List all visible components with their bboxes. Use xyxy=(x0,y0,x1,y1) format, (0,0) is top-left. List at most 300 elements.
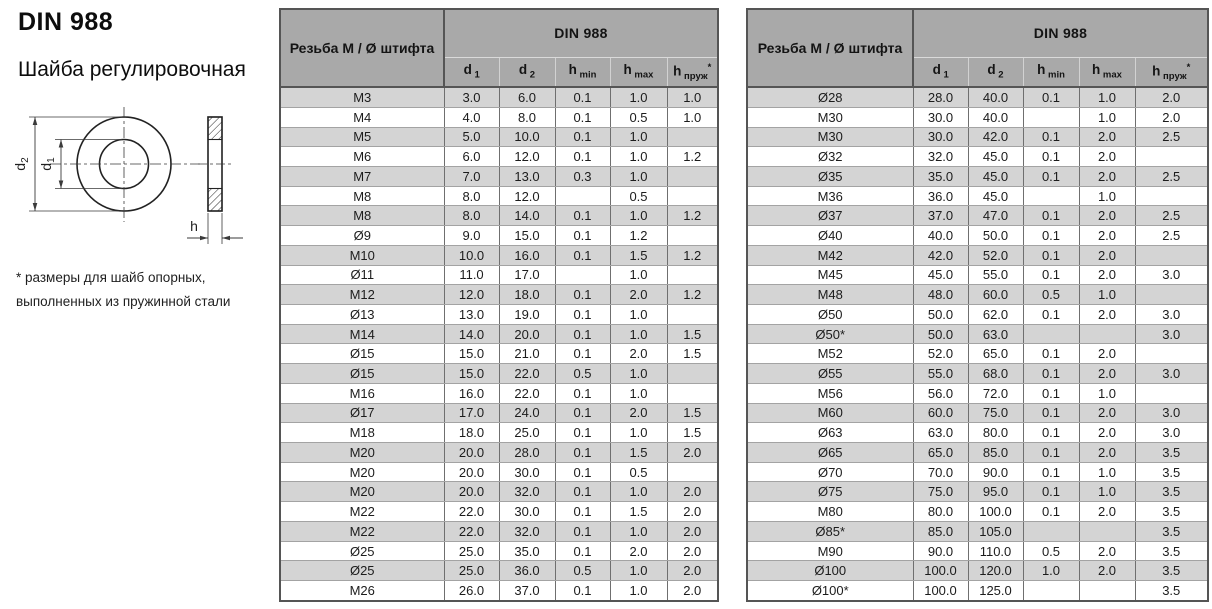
table-row xyxy=(280,305,718,325)
value-cell: 20.0 xyxy=(444,462,499,482)
value-cell: 14.0 xyxy=(499,206,555,226)
value-cell: 100.0 xyxy=(913,561,968,581)
value-cell: 48.0 xyxy=(913,285,968,305)
washer-drawing xyxy=(8,102,260,262)
size-cell: Ø9 xyxy=(280,226,444,246)
value-cell: 0.1 xyxy=(555,245,610,265)
value-cell: 2.0 xyxy=(1079,541,1135,561)
size-cell: Ø32 xyxy=(747,147,913,167)
value-cell: 17.0 xyxy=(444,403,499,423)
table-row xyxy=(280,324,718,344)
size-cell: M8 xyxy=(280,186,444,206)
size-cell: Ø55 xyxy=(747,364,913,384)
value-cell: 0.1 xyxy=(1023,265,1079,285)
value-cell: 1.5 xyxy=(610,443,667,463)
value-cell: 90.0 xyxy=(968,462,1023,482)
size-cell: Ø28 xyxy=(747,87,913,107)
group-header-din988: DIN 988 xyxy=(444,9,718,57)
value-cell: 0.1 xyxy=(1023,462,1079,482)
value-cell: 40.0 xyxy=(913,226,968,246)
table-row xyxy=(280,226,718,246)
value-cell: 0.1 xyxy=(555,443,610,463)
value-cell: 2.0 xyxy=(1079,305,1135,325)
table-row xyxy=(747,403,1208,423)
value-cell: 2.0 xyxy=(1079,403,1135,423)
value-cell: 45.0 xyxy=(968,186,1023,206)
value-cell: 2.0 xyxy=(610,403,667,423)
size-cell: M3 xyxy=(280,87,444,107)
value-cell: 2.0 xyxy=(1135,107,1208,127)
size-cell: Ø65 xyxy=(747,443,913,463)
section-hatch-bottom xyxy=(208,189,222,212)
column-header-h-spring: h $_{пруж}$* xyxy=(667,57,718,87)
size-cell: M20 xyxy=(280,443,444,463)
size-cell: M48 xyxy=(747,285,913,305)
value-cell: 22.0 xyxy=(444,502,499,522)
value-cell: 30.0 xyxy=(913,127,968,147)
value-cell: 0.5 xyxy=(610,107,667,127)
size-cell: Ø37 xyxy=(747,206,913,226)
value-cell: 6.0 xyxy=(499,87,555,107)
value-cell: 2.5 xyxy=(1135,166,1208,186)
table-row xyxy=(280,581,718,601)
value-cell: 22.0 xyxy=(444,521,499,541)
value-cell: 30.0 xyxy=(499,502,555,522)
size-cell: M16 xyxy=(280,383,444,403)
column-header-h-min: h $_{min}$ xyxy=(1023,57,1079,87)
section-hatch-top xyxy=(208,117,222,140)
value-cell: 1.0 xyxy=(610,147,667,167)
value-cell xyxy=(667,364,718,384)
table-row xyxy=(280,265,718,285)
table-row xyxy=(280,364,718,384)
value-cell: 0.1 xyxy=(555,285,610,305)
value-cell xyxy=(667,265,718,285)
value-cell: 1.0 xyxy=(1079,462,1135,482)
value-cell xyxy=(1135,147,1208,167)
table-row xyxy=(280,443,718,463)
value-cell xyxy=(1135,344,1208,364)
value-cell: 1.0 xyxy=(667,87,718,107)
value-cell: 95.0 xyxy=(968,482,1023,502)
value-cell: 56.0 xyxy=(913,383,968,403)
value-cell: 18.0 xyxy=(499,285,555,305)
table-row xyxy=(747,186,1208,206)
value-cell: 3.0 xyxy=(1135,403,1208,423)
value-cell: 8.0 xyxy=(499,107,555,127)
size-cell: Ø11 xyxy=(280,265,444,285)
value-cell: 47.0 xyxy=(968,206,1023,226)
value-cell xyxy=(1135,285,1208,305)
table-row xyxy=(747,561,1208,581)
value-cell: 50.0 xyxy=(913,305,968,325)
column-header-h-spring: h $_{пруж}$* xyxy=(1135,57,1208,87)
value-cell: 1.0 xyxy=(1079,186,1135,206)
value-cell: 10.0 xyxy=(444,245,499,265)
table-row xyxy=(747,324,1208,344)
value-cell: 75.0 xyxy=(913,482,968,502)
value-cell: 1.0 xyxy=(1079,383,1135,403)
value-cell xyxy=(1135,186,1208,206)
value-cell: 9.0 xyxy=(444,226,499,246)
value-cell: 120.0 xyxy=(968,561,1023,581)
value-cell: 28.0 xyxy=(913,87,968,107)
value-cell: 0.1 xyxy=(555,107,610,127)
value-cell: 16.0 xyxy=(444,383,499,403)
value-cell: 100.0 xyxy=(968,502,1023,522)
value-cell: 3.5 xyxy=(1135,581,1208,601)
value-cell: 0.1 xyxy=(555,226,610,246)
value-cell: 13.0 xyxy=(499,166,555,186)
size-cell: Ø50* xyxy=(747,324,913,344)
value-cell: 1.5 xyxy=(667,344,718,364)
value-cell: 100.0 xyxy=(913,581,968,601)
size-cell: M56 xyxy=(747,383,913,403)
value-cell: 3.5 xyxy=(1135,462,1208,482)
h-arrow-right xyxy=(222,236,230,241)
value-cell: 3.5 xyxy=(1135,482,1208,502)
size-cell: Ø75 xyxy=(747,482,913,502)
value-cell: 0.1 xyxy=(555,383,610,403)
value-cell: 25.0 xyxy=(444,541,499,561)
value-cell: 0.1 xyxy=(1023,305,1079,325)
value-cell: 1.2 xyxy=(610,226,667,246)
value-cell: 3.0 xyxy=(1135,423,1208,443)
value-cell: 8.0 xyxy=(444,206,499,226)
value-cell: 50.0 xyxy=(968,226,1023,246)
value-cell: 20.0 xyxy=(444,482,499,502)
size-cell: Ø25 xyxy=(280,541,444,561)
value-cell: 37.0 xyxy=(913,206,968,226)
h-label: h xyxy=(190,218,198,234)
value-cell xyxy=(1023,186,1079,206)
value-cell: 17.0 xyxy=(499,265,555,285)
table-row xyxy=(747,502,1208,522)
value-cell: 1.5 xyxy=(610,245,667,265)
value-cell: 85.0 xyxy=(913,521,968,541)
value-cell: 3.0 xyxy=(1135,364,1208,384)
table-row xyxy=(747,107,1208,127)
value-cell: 1.0 xyxy=(610,561,667,581)
value-cell: 2.0 xyxy=(1079,206,1135,226)
value-cell xyxy=(667,186,718,206)
value-cell xyxy=(1135,245,1208,265)
value-cell: 2.0 xyxy=(1079,245,1135,265)
value-cell: 0.1 xyxy=(555,482,610,502)
value-cell: 63.0 xyxy=(968,324,1023,344)
value-cell: 1.2 xyxy=(667,245,718,265)
column-header-thread-diameter: Резьба М / Ø штифта xyxy=(280,9,444,87)
size-cell: Ø70 xyxy=(747,462,913,482)
value-cell: 18.0 xyxy=(444,423,499,443)
d1-arrow-bottom xyxy=(59,181,64,189)
page-title: DIN 988 xyxy=(18,8,114,36)
column-header-d2: d $_2$ xyxy=(968,57,1023,87)
size-cell: M6 xyxy=(280,147,444,167)
value-cell: 15.0 xyxy=(444,364,499,384)
value-cell: 2.0 xyxy=(667,561,718,581)
value-cell: 1.5 xyxy=(667,324,718,344)
value-cell: 22.0 xyxy=(499,383,555,403)
value-cell: 2.0 xyxy=(1135,87,1208,107)
value-cell: 1.5 xyxy=(667,423,718,443)
value-cell: 65.0 xyxy=(913,443,968,463)
value-cell: 90.0 xyxy=(913,541,968,561)
value-cell: 55.0 xyxy=(968,265,1023,285)
value-cell: 12.0 xyxy=(499,186,555,206)
size-cell: M20 xyxy=(280,462,444,482)
value-cell xyxy=(1079,581,1135,601)
value-cell: 36.0 xyxy=(913,186,968,206)
value-cell: 0.5 xyxy=(610,462,667,482)
page-subtitle: Шайба регулировочная xyxy=(18,58,246,81)
size-cell: Ø25 xyxy=(280,561,444,581)
group-header-din988: DIN 988 xyxy=(913,9,1208,57)
column-header-h-max: h $_{max}$ xyxy=(1079,57,1135,87)
value-cell: 8.0 xyxy=(444,186,499,206)
value-cell: 0.1 xyxy=(555,403,610,423)
table-row xyxy=(280,206,718,226)
value-cell: 1.0 xyxy=(610,423,667,443)
table-row xyxy=(747,541,1208,561)
value-cell: 1.0 xyxy=(610,482,667,502)
value-cell: 1.0 xyxy=(1079,87,1135,107)
value-cell: 2.0 xyxy=(610,344,667,364)
value-cell: 1.0 xyxy=(610,166,667,186)
table-row xyxy=(280,166,718,186)
size-cell: M8 xyxy=(280,206,444,226)
value-cell: 1.0 xyxy=(610,521,667,541)
value-cell: 2.0 xyxy=(1079,364,1135,384)
size-cell: M5 xyxy=(280,127,444,147)
table-row xyxy=(280,403,718,423)
size-cell: M60 xyxy=(747,403,913,423)
value-cell: 19.0 xyxy=(499,305,555,325)
column-header-h-max: h $_{max}$ xyxy=(610,57,667,87)
table-row xyxy=(280,186,718,206)
value-cell: 85.0 xyxy=(968,443,1023,463)
value-cell: 1.5 xyxy=(667,403,718,423)
value-cell: 13.0 xyxy=(444,305,499,325)
value-cell: 3.5 xyxy=(1135,561,1208,581)
table-row xyxy=(280,541,718,561)
value-cell: 36.0 xyxy=(499,561,555,581)
table-row xyxy=(747,344,1208,364)
value-cell: 1.0 xyxy=(667,107,718,127)
table-row xyxy=(747,285,1208,305)
value-cell: 0.1 xyxy=(555,521,610,541)
value-cell: 37.0 xyxy=(499,581,555,601)
value-cell: 15.0 xyxy=(444,344,499,364)
value-cell: 0.1 xyxy=(1023,226,1079,246)
value-cell: 0.1 xyxy=(555,502,610,522)
table-row xyxy=(280,521,718,541)
value-cell: 0.1 xyxy=(1023,166,1079,186)
value-cell: 0.1 xyxy=(555,344,610,364)
table-row xyxy=(747,423,1208,443)
value-cell: 0.1 xyxy=(1023,245,1079,265)
column-header-d1: d $_1$ xyxy=(444,57,499,87)
value-cell: 7.0 xyxy=(444,166,499,186)
value-cell: 0.1 xyxy=(1023,87,1079,107)
value-cell: 0.1 xyxy=(555,305,610,325)
value-cell: 15.0 xyxy=(499,226,555,246)
table-row xyxy=(747,265,1208,285)
value-cell: 0.1 xyxy=(1023,344,1079,364)
size-cell: M52 xyxy=(747,344,913,364)
table-row xyxy=(280,245,718,265)
table-row xyxy=(280,462,718,482)
value-cell: 1.2 xyxy=(667,285,718,305)
value-cell: 20.0 xyxy=(499,324,555,344)
value-cell xyxy=(667,127,718,147)
value-cell: 70.0 xyxy=(913,462,968,482)
value-cell: 5.0 xyxy=(444,127,499,147)
value-cell: 3.5 xyxy=(1135,541,1208,561)
size-cell: Ø15 xyxy=(280,364,444,384)
value-cell xyxy=(1023,581,1079,601)
value-cell: 2.0 xyxy=(667,482,718,502)
value-cell: 0.1 xyxy=(1023,482,1079,502)
value-cell: 1.0 xyxy=(1079,285,1135,305)
value-cell xyxy=(1079,521,1135,541)
value-cell: 40.0 xyxy=(968,87,1023,107)
value-cell: 0.1 xyxy=(1023,364,1079,384)
value-cell: 1.0 xyxy=(1079,482,1135,502)
table-row xyxy=(747,482,1208,502)
value-cell: 1.2 xyxy=(667,206,718,226)
table-row xyxy=(747,206,1208,226)
value-cell: 2.0 xyxy=(1079,265,1135,285)
value-cell: 25.0 xyxy=(499,423,555,443)
value-cell: 0.1 xyxy=(1023,127,1079,147)
size-cell: Ø15 xyxy=(280,344,444,364)
d1-label: $d_1$ xyxy=(38,157,57,171)
table-row xyxy=(747,364,1208,384)
value-cell: 12.0 xyxy=(499,147,555,167)
size-cell: M80 xyxy=(747,502,913,522)
value-cell: 0.1 xyxy=(1023,147,1079,167)
column-header-d1: d $_1$ xyxy=(913,57,968,87)
size-cell: Ø100 xyxy=(747,561,913,581)
table-row xyxy=(280,285,718,305)
value-cell: 0.1 xyxy=(555,87,610,107)
value-cell: 2.0 xyxy=(1079,226,1135,246)
d2-arrow-top xyxy=(33,117,38,125)
value-cell: 0.1 xyxy=(555,147,610,167)
d1-arrow-top xyxy=(59,140,64,148)
value-cell: 2.0 xyxy=(1079,502,1135,522)
value-cell: 2.0 xyxy=(610,285,667,305)
value-cell: 3.5 xyxy=(1135,502,1208,522)
value-cell: 12.0 xyxy=(444,285,499,305)
value-cell: 26.0 xyxy=(444,581,499,601)
value-cell: 0.1 xyxy=(555,541,610,561)
size-cell: M14 xyxy=(280,324,444,344)
value-cell: 0.1 xyxy=(555,206,610,226)
value-cell: 0.1 xyxy=(1023,443,1079,463)
value-cell: 3.5 xyxy=(1135,521,1208,541)
value-cell xyxy=(1079,324,1135,344)
value-cell: 2.0 xyxy=(1079,344,1135,364)
value-cell: 50.0 xyxy=(913,324,968,344)
table-row xyxy=(747,226,1208,246)
value-cell: 0.1 xyxy=(555,581,610,601)
value-cell xyxy=(667,462,718,482)
size-cell: Ø40 xyxy=(747,226,913,246)
value-cell: 42.0 xyxy=(968,127,1023,147)
value-cell: 32.0 xyxy=(499,521,555,541)
size-cell: M30 xyxy=(747,127,913,147)
size-cell: M4 xyxy=(280,107,444,127)
value-cell: 1.0 xyxy=(610,383,667,403)
value-cell: 11.0 xyxy=(444,265,499,285)
table-row xyxy=(280,482,718,502)
table-row xyxy=(747,87,1208,107)
table-row xyxy=(280,423,718,443)
value-cell: 24.0 xyxy=(499,403,555,423)
value-cell: 2.0 xyxy=(610,541,667,561)
value-cell: 0.1 xyxy=(1023,383,1079,403)
column-header-d2: d $_2$ xyxy=(499,57,555,87)
value-cell: 1.0 xyxy=(610,87,667,107)
value-cell: 30.0 xyxy=(499,462,555,482)
table-row xyxy=(280,127,718,147)
table-row xyxy=(747,521,1208,541)
table-row xyxy=(280,87,718,107)
value-cell: 21.0 xyxy=(499,344,555,364)
value-cell: 1.0 xyxy=(610,265,667,285)
value-cell: 65.0 xyxy=(968,344,1023,364)
size-cell: M22 xyxy=(280,502,444,522)
value-cell: 1.5 xyxy=(610,502,667,522)
table-row xyxy=(280,561,718,581)
value-cell: 110.0 xyxy=(968,541,1023,561)
value-cell: 0.1 xyxy=(555,462,610,482)
value-cell: 40.0 xyxy=(968,107,1023,127)
value-cell: 1.0 xyxy=(610,127,667,147)
value-cell xyxy=(667,383,718,403)
value-cell: 3.0 xyxy=(1135,305,1208,325)
value-cell: 1.0 xyxy=(610,206,667,226)
column-header-h-min: h $_{min}$ xyxy=(555,57,610,87)
table-row xyxy=(280,383,718,403)
table-row xyxy=(280,344,718,364)
table-row xyxy=(747,462,1208,482)
value-cell: 0.5 xyxy=(1023,285,1079,305)
value-cell xyxy=(1023,521,1079,541)
value-cell: 1.0 xyxy=(610,581,667,601)
value-cell: 42.0 xyxy=(913,245,968,265)
size-cell: Ø85* xyxy=(747,521,913,541)
value-cell xyxy=(1023,324,1079,344)
value-cell: 2.0 xyxy=(1079,166,1135,186)
value-cell: 2.0 xyxy=(667,541,718,561)
value-cell: 2.0 xyxy=(1079,127,1135,147)
size-cell: Ø17 xyxy=(280,403,444,423)
value-cell: 125.0 xyxy=(968,581,1023,601)
size-cell: M20 xyxy=(280,482,444,502)
value-cell: 45.0 xyxy=(968,147,1023,167)
value-cell: 63.0 xyxy=(913,423,968,443)
value-cell: 1.0 xyxy=(610,364,667,384)
table-row xyxy=(747,581,1208,601)
size-cell: M90 xyxy=(747,541,913,561)
table-row xyxy=(747,383,1208,403)
value-cell: 35.0 xyxy=(913,166,968,186)
value-cell: 3.0 xyxy=(444,87,499,107)
value-cell: 2.5 xyxy=(1135,206,1208,226)
